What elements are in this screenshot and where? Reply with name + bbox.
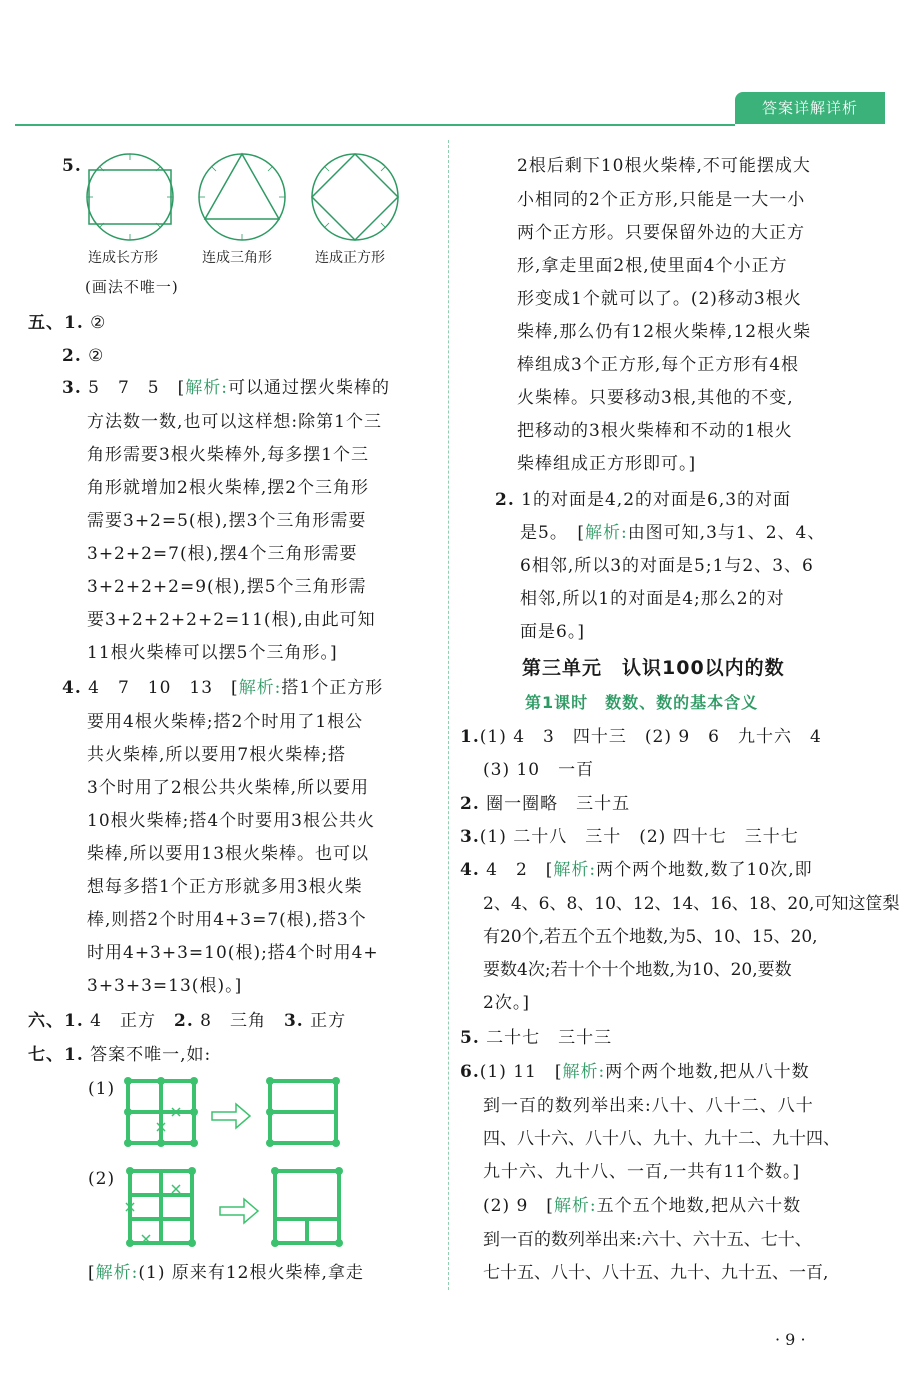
arrow-icon (220, 1199, 258, 1223)
r-a1: 1.(1) 4 3 四十三 (2) 9 6 九十六 4 (460, 727, 822, 747)
r-a6: 6.(1) 11 [解析:两个两个地数,把从八十数 (460, 1062, 810, 1082)
r-q2-line2: 是5。 [解析:由图可知,3与1、2、4、 (520, 523, 826, 543)
s7-q1: 七、1. 答案不唯一,如: (28, 1045, 212, 1065)
circle-rectangle (87, 154, 173, 240)
matchstick-figure-2 (120, 1165, 390, 1250)
column-divider (448, 140, 449, 1290)
part-1-label: (1) (88, 1079, 116, 1099)
caption-triangle: 连成三角形 (202, 250, 272, 266)
header-tab: 答案详解详析 (735, 92, 885, 124)
inscribed-triangle (205, 154, 279, 219)
inscribed-rectangle (89, 170, 171, 224)
r-a5: 5. 二十七 三十三 (460, 1028, 613, 1048)
r-a2: 2. 圈一圈略 三十五 (460, 794, 631, 814)
s5-q1: 五、1. ② (28, 313, 107, 333)
s5-q2: 2. ② (62, 346, 105, 366)
matchstick-figure-1 (120, 1075, 380, 1150)
circle-triangle (199, 154, 285, 240)
unit-title: 第三单元 认识100以内的数 (522, 657, 785, 679)
page-number: · 9 · (775, 1330, 806, 1349)
r-q2: 2. 1的对面是4,2的对面是6,3的对面 (495, 490, 792, 510)
s6-answers: 六、1. 4 正方 2. 8 三角 3. 正方 (28, 1011, 347, 1031)
header-rule (15, 124, 735, 126)
lesson-title: 第1课时 数数、数的基本含义 (525, 693, 759, 712)
drawing-note: (画法不唯一) (85, 278, 179, 296)
s5-q3: 3. 5 7 5 [解析:可以通过摆火柴棒的 (62, 378, 390, 398)
arrow-icon (212, 1104, 250, 1128)
caption-rectangle: 连成长方形 (88, 250, 158, 266)
r-a3: 3.(1) 二十八 三十 (2) 四十七 三十七 (460, 827, 799, 847)
circle-square (312, 154, 398, 240)
circle-figures (85, 152, 405, 247)
r-a4: 4. 4 2 [解析:两个两个地数,数了10次,即 (460, 860, 813, 880)
caption-square: 连成正方形 (315, 250, 385, 266)
part-2-label: (2) (88, 1169, 116, 1189)
s7-analysis: [解析:(1) 原来有12根火柴棒,拿走 (88, 1263, 364, 1283)
circle-2-ticks (199, 167, 285, 240)
r-a6-part2: (2) 9 [解析:五个五个地数,把从六十数 (483, 1196, 802, 1216)
r-a1-line2: (3) 10 一百 (483, 760, 595, 780)
q5-number: 5. (62, 156, 82, 176)
s5-q4: 4. 4 7 10 13 [解析:搭1个正方形 (62, 678, 384, 698)
